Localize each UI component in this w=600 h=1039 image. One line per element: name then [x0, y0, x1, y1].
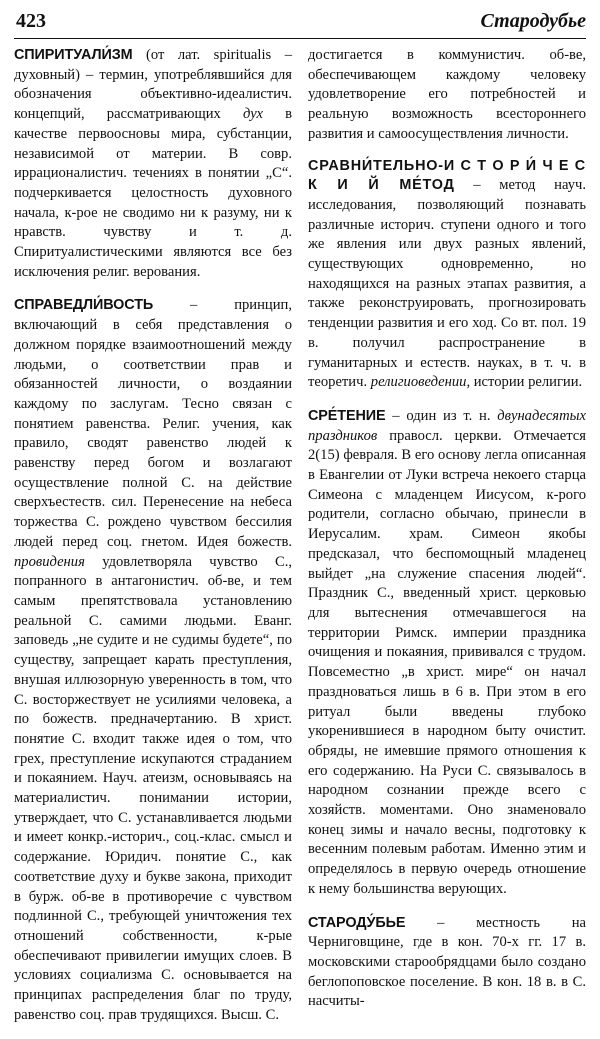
- entry-crossref: дух: [243, 106, 263, 123]
- entry-headword: СПИРИТУАЛИ́ЗМ: [14, 47, 133, 63]
- entry-text: (от лат. spiritualis – духовный) – термин, употреблявшийся для обозначения объективно-идеалистич. концепций, рассматривающих: [14, 47, 292, 123]
- entry-crossref: религиоведении: [370, 374, 467, 391]
- entry-sretenie: [308, 407, 586, 900]
- entry-text: , истории религии.: [466, 374, 583, 391]
- page-header: [14, 4, 586, 39]
- entry-headword: СРАВНИ́ТЕЛЬНО-И С Т О Р И́ Ч Е С К И Й МЕ́ТОД: [308, 157, 586, 194]
- entry-text: правосл. церкви. Отмечается 2(15) февраля. В его основу легла описанная в Евангелии от Луки встреча некоего старца Симеона с младенцем Иисусом, к-рого родители, согласно обычаю, принесли в Иерусалим. храм. Симеон якобы предсказал, что беспомощный младенец выйдет „на служение спасения людей“. Праздник С., введенный христ. церковью для вытеснения отмечавшегося на территории Римск. империи праздника очищения и покаяния, прививался с трудом. Повсеместно „в христ. мире“ он начал праздноваться лишь в 6 в. При этом в его ритуал были введены глубоко укоренившиеся в народном быту очистит. обряды, не имевшие прямого отношения к его содержанию. На Руси С. связывалось в народном сознании прежде всего с хозяйств. моментами. Оно знаменовало конец зимы и начало весны, подготовку к весенним полевым работам. Именно этим и определялось в первую очередь отношение к нему большинства верующих.: [308, 427, 586, 897]
- page-number: 423: [16, 10, 46, 32]
- entry-text: – один из т. н.: [385, 407, 498, 424]
- entry-starodubye: [308, 914, 586, 1013]
- entry-text: – местность на Черниговщине, где в кон. 70-х гг. 17 в. московскими старообрядцами было создано беглопоповское поселение. В кон. 18 в. в С. насчиты-: [308, 914, 586, 1010]
- entry-headword: СПРАВЕДЛИ́ВОСТЬ: [14, 297, 154, 314]
- entry-text: – метод науч. исследования, позволяющий познавать различные историч. ступени одного и того же явления или двух разных явлений, существующих одновременно, но находящихся на разных этапах развития, а также реконструировать, прогнозировать тенденции развития и его ход. Со вт. пол. 19 в. получил распространение в гуманитарных и естеств. науках, в т. ч. в теоретич.: [308, 177, 586, 391]
- right-column: [308, 46, 586, 1026]
- entry-crossref: провидения: [14, 553, 85, 570]
- entry-comparative-method: [308, 157, 586, 393]
- entry-spiritualism: [14, 46, 292, 282]
- entry-headword: СТАРОДУ́БЬЕ: [308, 914, 406, 931]
- entry-justice: [14, 296, 292, 1025]
- left-column: [14, 46, 292, 1039]
- entry-text: удовлетворяла чувство С., попранного в антагонистич. об-ве, и тем самым препятствовала установлению реальной С. самими людьми. Еванг. заповедь „не судите и не судимы будете“, по существу, запрещает карать преступления, внушая иллюзорную уверенность в том, что С. восторжествует не усилиями человека, а по божеств. предначертанию. В христ. понятие С. входит также идея о том, что грех, преступление искупаются страданием и покаянием. Науч. атеизм, основываясь на материалистич. понимании истории, утверждает, что С. устанавливается людьми и имеет конкр.-историч., соц.-клас. смысл и содержание. Юридич. понятие С., как соответствие духу и букве закона, приходит в бурж. об-ве в противоречие с чувством подлинной С., требующей уничтожения тех отношений собственности, к-рые обеспечивают привилегии имущих слоев. В условиях социализма С. основывается на принципах распределения благ по труду, равенство соц. прав трудящихся. Высш. С.: [14, 553, 292, 1023]
- entry-text: – принцип, включающий в себя представления о должном порядке взаимоотношений между людьми, о соответствии прав и обязанностей личности, о воздаянии каждому по заслугам. Тесно связан с понятием равенства. Религ. учения, как правило, сводят равенство людей к равенству перед богом и возлагают осуществление полной С. на действие сверхъестеств. сил. Перенесение на небеса торжества С. рождено чувством бессилия людей перед соц. гнетом. Идея божеств.: [14, 297, 292, 550]
- entry-headword: СРЕ́ТЕНИЕ: [308, 407, 386, 424]
- entry-crossref: двунадесятых праздников: [308, 407, 586, 444]
- entry-continuation: достигается в коммунистич. об-ве, обеспечивающем каждому человеку удовлетворение его потребностей и реальную возможность всестороннего развития и самоосуществления личности.: [308, 47, 586, 142]
- running-title: Стародубье: [480, 10, 586, 32]
- entry-text: в качестве первоосновы мира, субстанции, независимой от материи. В совр. иррационалистич. течениях в понятии „С“. подчеркивается целостность духовного начала, к-рое не сводимо ни к разуму, ни к нравств. чувству и т. д. Спиритуалистическими являются все без исключения религ. верования.: [14, 106, 292, 280]
